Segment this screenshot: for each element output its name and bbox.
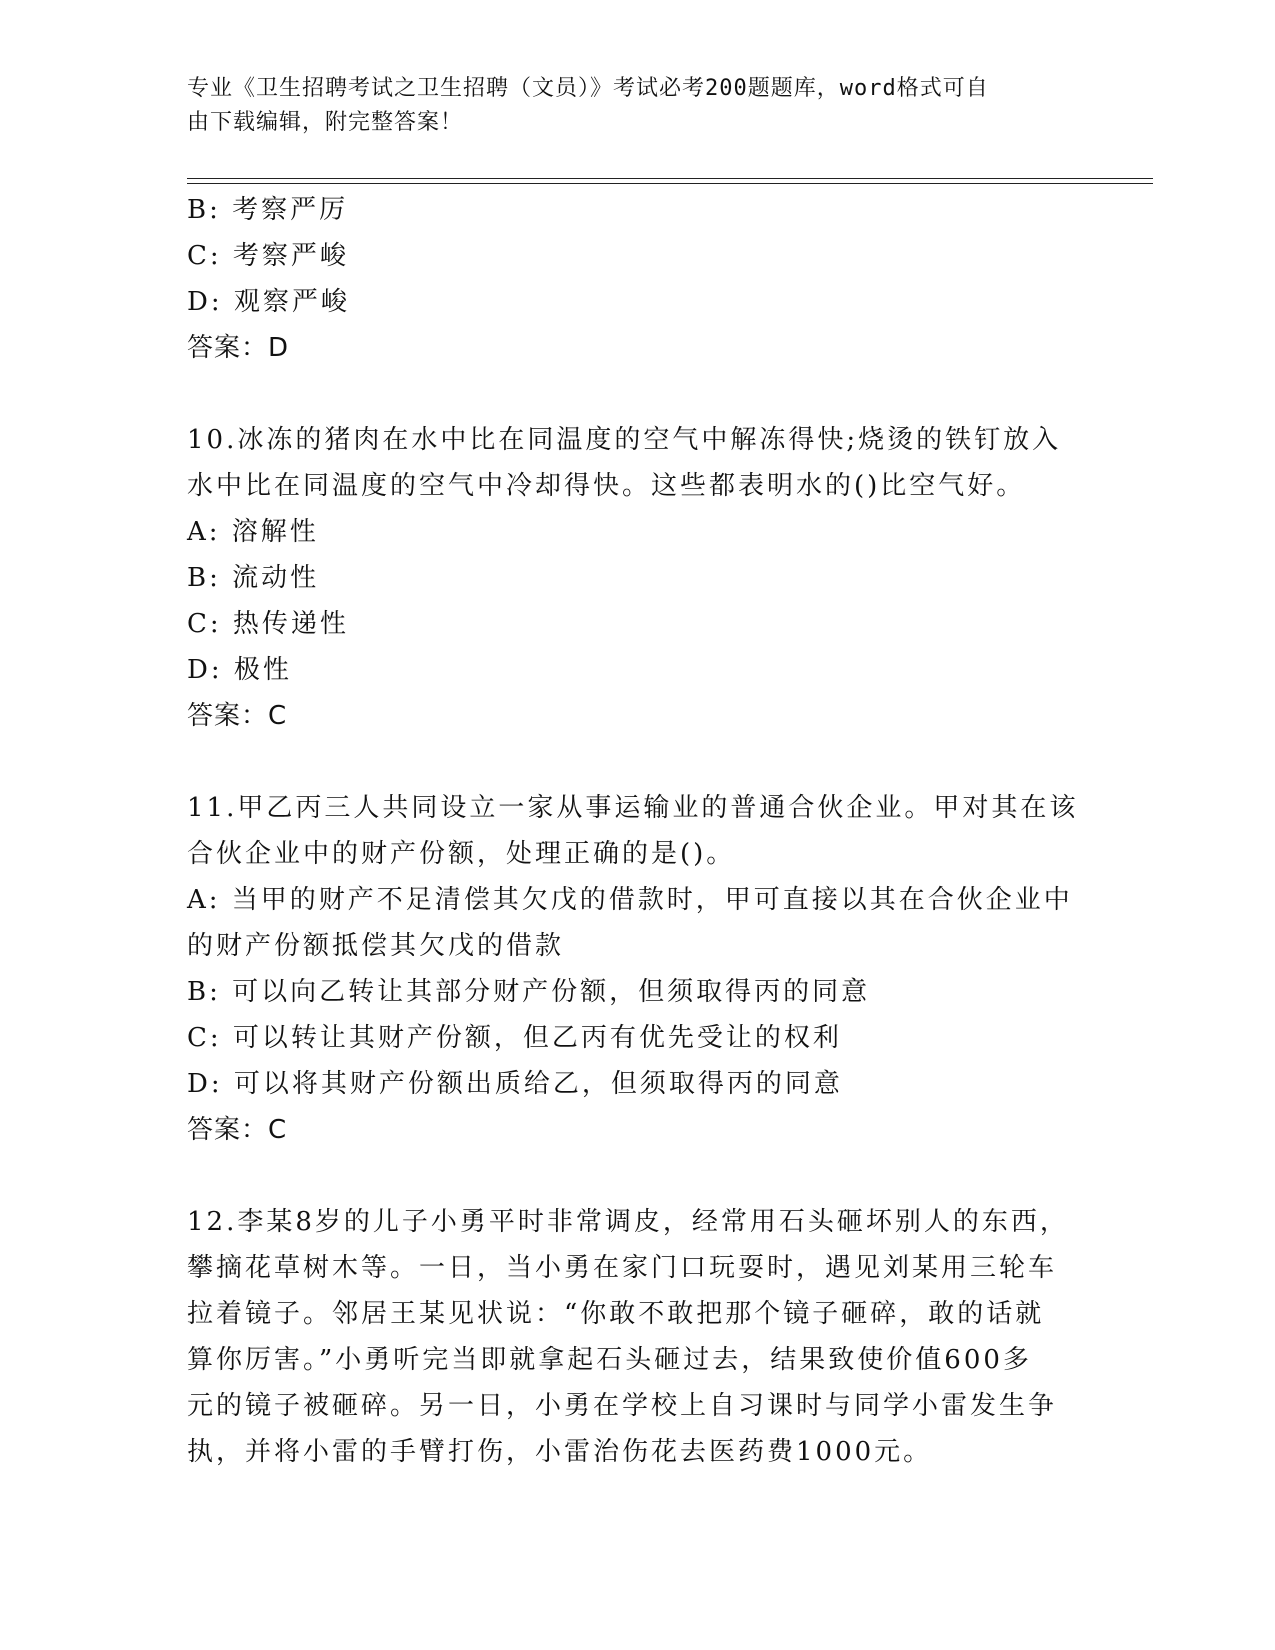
- document-body: [187, 187, 1087, 1475]
- option-c: C: 热传递性: [187, 609, 349, 639]
- question-text-line: 合伙企业中的财产份额，处理正确的是()。: [187, 839, 736, 869]
- answer: 答案：D: [187, 333, 290, 363]
- option-c: C: 可以转让其财产份额，但乙丙有优先受让的权利: [187, 1023, 842, 1053]
- question-text-line: 执，并将小雷的手臂打伤，小雷治伤花去医药费1000元。: [187, 1437, 933, 1467]
- question-9-tail: [187, 187, 1087, 371]
- header-rule-bottom: [187, 183, 1153, 184]
- header-line-1: 专业《卫生招聘考试之卫生招聘（文员）》考试必考200题题库，word格式可自: [187, 76, 989, 101]
- question-text-line: 12.李某8岁的儿子小勇平时非常调皮，经常用石头砸坏别人的东西，: [187, 1207, 1069, 1237]
- spacer: [187, 1153, 1087, 1199]
- option-a: A: 当甲的财产不足清偿其欠戊的借款时，甲可直接以其在合伙企业中: [187, 885, 1073, 915]
- option-d: D: 极性: [187, 655, 292, 685]
- option-a: A: 溶解性: [187, 517, 319, 547]
- question-12: [187, 1199, 1087, 1475]
- question-10: [187, 417, 1087, 739]
- spacer: [187, 739, 1087, 785]
- answer: 答案：C: [187, 701, 288, 731]
- option-b: B: 流动性: [187, 563, 320, 593]
- question-text-line: 算你厉害。”小勇听完当即就拿起石头砸过去，结果致使价值600多: [187, 1345, 1032, 1375]
- question-text-line: 水中比在同温度的空气中冷却得快。这些都表明水的()比空气好。: [187, 471, 1026, 501]
- question-text-line: 10.冰冻的猪肉在水中比在同温度的空气中解冻得快;烧烫的铁钉放入: [187, 425, 1062, 455]
- answer: 答案：C: [187, 1115, 288, 1145]
- question-text-line: 攀摘花草树木等。一日，当小勇在家门口玩耍时，遇见刘某用三轮车: [187, 1253, 1058, 1283]
- question-text-line: 拉着镜子。邻居王某见状说：“你敢不敢把那个镜子砸碎，敢的话就: [187, 1299, 1045, 1329]
- spacer: [187, 371, 1087, 417]
- option-d: D: 观察严峻: [187, 287, 350, 317]
- question-11: [187, 785, 1087, 1153]
- option-d: D: 可以将其财产份额出质给乙，但须取得丙的同意: [187, 1069, 843, 1099]
- option-b: B: 可以向乙转让其部分财产份额，但须取得丙的同意: [187, 977, 871, 1007]
- option-b: B: 考察严厉: [187, 195, 349, 225]
- header-rule-top: [187, 178, 1153, 179]
- option-a-continued: 的财产份额抵偿其欠戊的借款: [187, 931, 565, 961]
- page-header: [187, 72, 1067, 140]
- question-text-line: 元的镜子被砸碎。另一日，小勇在学校上自习课时与同学小雷发生争: [187, 1391, 1058, 1421]
- question-text-line: 11.甲乙丙三人共同设立一家从事运输业的普通合伙企业。甲对其在该: [187, 793, 1079, 823]
- header-line-2: 由下载编辑，附完整答案！: [187, 110, 464, 135]
- option-c: C: 考察严峻: [187, 241, 349, 271]
